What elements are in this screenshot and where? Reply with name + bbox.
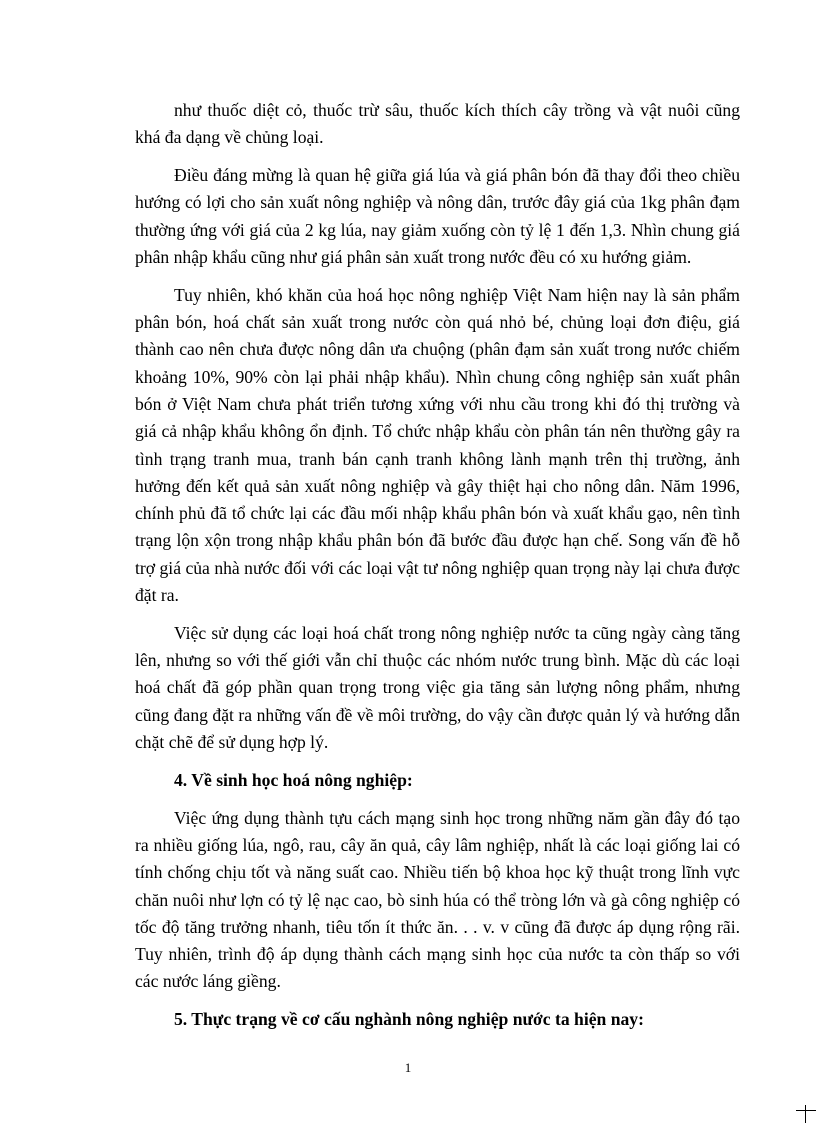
paragraph-rice-fertilizer-price: Điều đáng mừng là quan hệ giữa giá lúa và giá phân bón đã thay đổi theo chiều hướng có lợi cho sản xuất nông nghiệp và nông dân, trước đây giá của 1kg phân đạm thường ứng với giá của 2 kg lúa, nay giảm xuống còn tỷ lệ 1 đến 1,3. Nhìn chung giá phân nhập khẩu cũng như giá phân sản xuất trong nước đều có xu hướng giảm. xyxy=(135,165,740,267)
section-heading-biology: 4. Về sinh học hoá nông nghiệp: xyxy=(174,769,413,790)
paragraph-pesticides: như thuốc diệt cỏ, thuốc trừ sâu, thuốc kích thích cây trồng và vật nuôi cũng khá đa dạng về chủng loại. xyxy=(135,100,740,148)
page-number: 1 xyxy=(404,1060,412,1075)
paragraph-biotech: Việc ứng dụng thành tựu cách mạng sinh học trong những năm gần đây đó tạo ra nhiều giống lúa, ngô, rau, cây ăn quả, cây lâm nghiệp, nhất là các loại giống lai có tính chống chịu tốt và năng suất cao. Nhiều tiến bộ khoa học kỹ thuật trong lĩnh vực chăn nuôi như lợn có tỷ lệ nạc cao, bò sinh húa có thể tròng lớn và gà công nghiệp có tốc độ tăng trưởng nhanh, tiêu tốn ít thức ăn. . . v. v cũng đã được áp dụng rộng rãi. Tuy nhiên, trình độ áp dụng thành cách mạng sinh học của nước ta còn thấp so với các nước láng giềng. xyxy=(135,807,740,992)
section-heading-structure: 5. Thực trạng về cơ cấu nghành nông nghiệp nước ta hiện nay: xyxy=(174,1009,644,1030)
paragraph-difficulties: Tuy nhiên, khó khăn của hoá học nông nghiệp Việt Nam hiện nay là sản phẩm phân bón, hoá chất sản xuất trong nước còn quá nhỏ bé, chủng loại đơn điệu, giá thành cao nên chưa được nông dân ưa chuộng (phân đạm sản xuất trong nước chiếm khoảng 10%, 90% còn lại phải nhập khẩu). Nhìn chung công nghiệp sản xuất phân bón ở Việt Nam chưa phát triển tương xứng với nhu cầu trong khi đó thị trường và giá cả nhập khẩu không ổn định. Tổ chức nhập khẩu còn phân tán nên thường gây ra tình trạng tranh mua, tranh bán cạnh tranh không lành mạnh trên thị trường, ảnh hưởng đến kết quả sản xuất nông nghiệp và gây thiệt hại cho nông dân. Năm 1996, chính phủ đã tổ chức lại các đầu mối nhập khẩu phân bón và xuất khẩu gạo, nên tình trạng lộn xộn trong nhập khẩu phân bón đã bước đầu được hạn chế. Song vấn đề hỗ trợ giá của nhà nước đối với các loại vật tư nông nghiệp quan trọng này lại chưa được đặt ra. xyxy=(135,284,740,606)
paragraph-chemical-usage: Việc sử dụng các loại hoá chất trong nông nghiệp nước ta cũng ngày càng tăng lên, nhưng so với thế giới vẫn chỉ thuộc các nhóm nước trung bình. Mặc dù các loại hoá chất đã góp phần quan trọng trong việc gia tăng sản lượng nông phẩm, nhưng cũng đang đặt ra những vấn đề về môi trường, do vậy cần được quản lý và hướng dẫn chặt chẽ để sử dụng hợp lý. xyxy=(135,622,740,753)
document-body xyxy=(135,97,740,1044)
corner-crop-mark xyxy=(796,1105,816,1123)
